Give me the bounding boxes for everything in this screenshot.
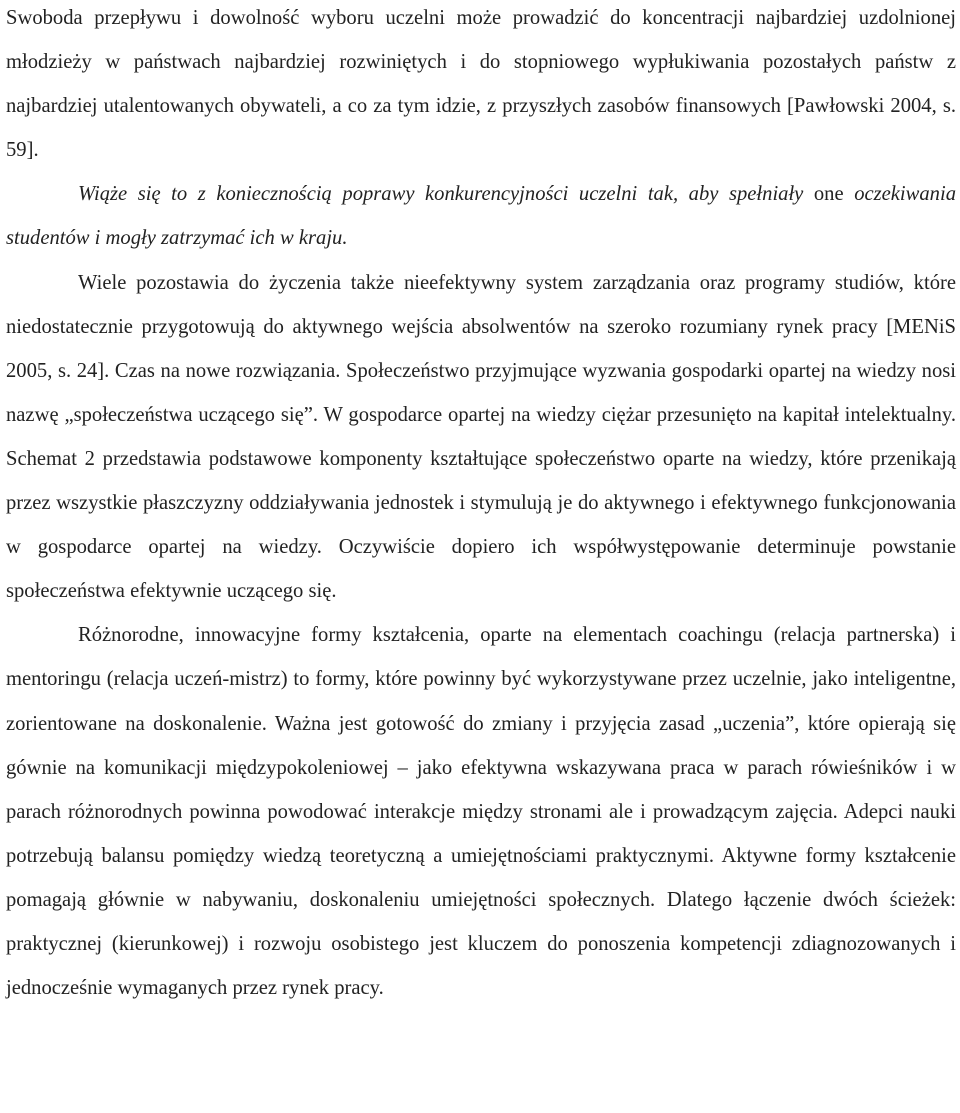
paragraph-3: Wiele pozostawia do życzenia także nieefektywny system zarządzania oraz programy studiów, które niedostatecznie przygotowują do aktywnego wejścia absolwentów na szeroko rozumiany rynek pracy [MENiS 2005, s. 24]. Czas na nowe rozwiązania. Społeczeństwo przyjmujące wyzwania gospodarki opartej na wiedzy nosi nazwę „społeczeństwa uczącego się”. W gospodarce opartej na wiedzy ciężar przesunięto na kapitał intelektualny. Schemat 2 przedstawia podstawowe komponenty kształtujące społeczeństwo oparte na wiedzy, które przenikają przez wszystkie płaszczyzny oddziaływania jednostek i stymulują je do aktywnego i efektywnego funkcjonowania w gospodarce opartej na wiedzy. Oczywiście dopiero ich współwystępowanie determinuje powstanie społeczeństwa efektywnie uczącego się. xyxy=(6,271,956,603)
paragraph-2-italic-end: oczekiwania studentów i mogły zatrzymać ich w kraju. xyxy=(6,183,956,250)
paragraph-2-plain: one xyxy=(803,183,855,206)
paragraph-2-italic: Wiąże się to z koniecznością poprawy konkurencyjności uczelni tak, aby spełniały xyxy=(78,183,804,206)
paragraph-1: Swoboda przepływu i dowolność wyboru uczelni może prowadzić do koncentracji najbardziej uzdolnionej młodzieży w państwach najbardziej rozwiniętych i do stopniowego wypłukiwania pozostałych państw z najbardziej utalentowanych obywateli, a co za tym idzie, z przyszłych zasobów finansowych [Pawłowski 2004, s. 59]. xyxy=(6,7,956,162)
paragraph-2 xyxy=(6,172,956,260)
paragraph-4: Różnorodne, innowacyjne formy kształcenia, oparte na elementach coachingu (relacja partnerska) i mentoringu (relacja uczeń-mistrz) to formy, które powinny być wykorzystywane przez uczelnie, jako inteligentne, zorientowane na doskonalenie. Ważna jest gotowość do zmiany i przyjęcia zasad „uczenia”, które opierają się gównie na komunikacji międzypokoleniowej – jako efektywna wskazywana praca w parach rówieśników i w parach różnorodnych powinna powodować interakcje między stronami ale i prowadzącym zajęcia. Adepci nauki potrzebują balansu pomiędzy wiedzą teoretyczną a umiejętnościami praktycznymi. Aktywne formy kształcenie pomagają głównie w nabywaniu, doskonaleniu umiejętności społecznych. Dlatego łączenie dwóch ścieżek: praktycznej (kierunkowej) i rozwoju osobistego jest kluczem do ponoszenia kompetencji zdiagnozowanych i jednocześnie wymaganych przez rynek pracy. xyxy=(6,624,956,1000)
